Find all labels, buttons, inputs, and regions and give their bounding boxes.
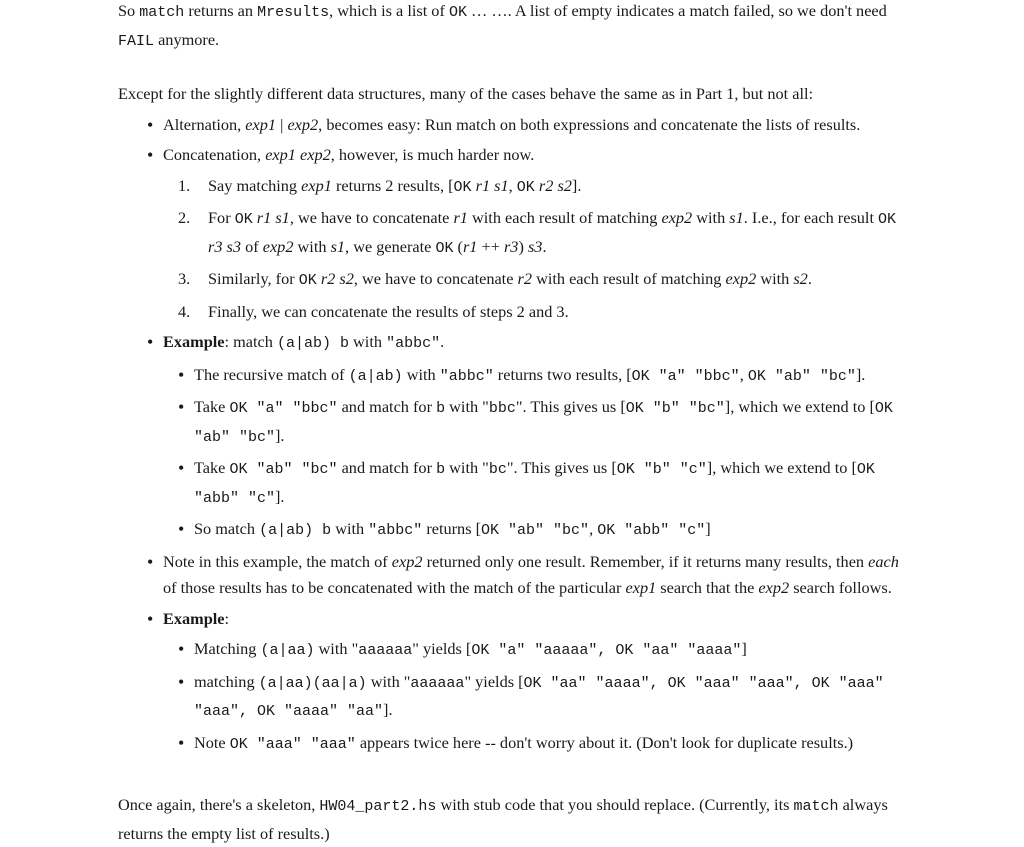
list-item-note: • Note in this example, the match of exp2 returned only one result. Remember, if it returns many results, then each of those results has to be concatenated with the match of the particular exp1 search that the exp2 search follows. [163,549,908,602]
list-item: • matching (a|aa)(aa|a) with "aaaaaa" yields [OK "aa" "aaaa", OK "aaa" "aaa", OK "aaa" "aaa", OK "aaaa" "aa"]. [194,669,908,726]
step-1: 1. Say matching exp1 returns 2 results, [OK r1 s1, OK r2 s2]. [178,175,582,196]
list-item-concatenation: • Concatenation, exp1 exp2, however, is much harder now. 1. Say matching exp1 returns 2 results, [OK r1 s1, OK r2 s2]. 2. For OK r1 s1, we have to concatenate r1 with each result of matching exp2 with s1. I.e., for each result OK r3 s3 of exp2 with s1, we generate OK (r1 ++ r3) s3. 3. Similarly, for OK r2 s2, we have to concatenate r2 with each result of matching exp2 with s2. 4. Finally, we can concatenate the results of steps 2 and 3. [163,142,908,325]
document-body [118,0,908,847]
list-item-example-1: • Example: match (a|ab) b with "abbc". • The recursive match of (a|ab) with "abbc" returns two results, [OK "a" "bbc", OK "ab" "bc"]. • Take OK "a" "bbc" and match for b with "bbc". This gives us [OK "b" "bc"], which we extend to [OK "ab" "bc"]. • Take OK "ab" "bc" and match for b with "bc". This gives us [OK "b" "c"], which we extend to [OK "abb" "c"]. • So match (a|ab) b with "abbc" returns [OK "ab" "bc", OK "abb" "c"] [163,329,908,545]
concatenation-steps [163,173,908,326]
step-4: 4. Finally, we can concatenate the results of steps 2 and 3. [178,301,569,321]
list-item-alternation: • Alternation, exp1 | exp2, becomes easy: Run match on both expressions and concatenate the lists of results. [163,112,908,139]
list-item: • So match (a|ab) b with "abbc" returns [OK "ab" "bc", OK "abb" "c"] [194,516,908,545]
cases-list [118,112,908,759]
skeleton-paragraph: Once again, there's a skeleton, HW04_part2.hs with stub code that you should replace. (Currently, its match always returns the empty list of results.) [118,795,888,843]
list-item: • Note OK "aaa" "aaa" appears twice here -- don't worry about it. (Don't look for duplicate results.) [194,730,908,759]
step-2: 2. For OK r1 s1, we have to concatenate r1 with each result of matching exp2 with s1. I.e., for each result OK r3 s3 of exp2 with s1, we generate OK (r1 ++ r3) s3. [178,208,897,257]
list-item: • Matching (a|aa) with "aaaaaa" yields [OK "a" "aaaaa", OK "aa" "aaaa"] [194,636,908,665]
cases-paragraph: Except for the slightly different data structures, many of the cases behave the same as in Part 1, but not all: [118,84,814,103]
list-item-example-2: • Example: • Matching (a|aa) with "aaaaaa" yields [OK "a" "aaaaa", OK "aa" "aaaa"] • matching (a|aa)(aa|a) with "aaaaaa" yields [OK "aa" "aaaa", OK "aaa" "aaa", OK "aaa" "aaa", OK "aaaa" "aa"]. • Note OK "aaa" "aaa" appears twice here -- don't worry about it. (Don't look for duplicate results.) [163,606,908,759]
example-2-bullets [163,636,908,758]
example-1-bullets [163,362,908,545]
list-item: • Take OK "ab" "bc" and match for b with "bc". This gives us [OK "b" "c"], which we extend to [OK "abb" "c"]. [194,455,908,512]
intro-paragraph: So match returns an Mresults, which is a list of OK … …. A list of empty indicates a match failed, so we don't need FAIL anymore. [118,1,887,50]
list-item: • Take OK "a" "bbc" and match for b with "bbc". This gives us [OK "b" "bc"], which we extend to [OK "ab" "bc"]. [194,394,908,451]
step-3: 3. Similarly, for OK r2 s2, we have to concatenate r2 with each result of matching exp2 with s2. [178,269,812,289]
list-item: • The recursive match of (a|ab) with "abbc" returns two results, [OK "a" "bbc", OK "ab" "bc"]. [194,362,908,391]
